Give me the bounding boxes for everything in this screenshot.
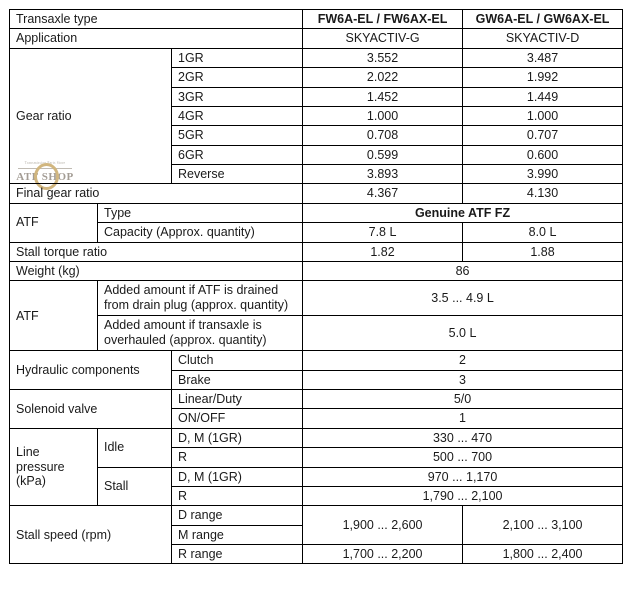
hydraulic-clutch-label: Clutch bbox=[172, 351, 303, 370]
gear-label-4gr: 4GR bbox=[172, 106, 303, 125]
table-row bbox=[10, 316, 623, 351]
hydraulic-clutch-value: 2 bbox=[303, 351, 623, 370]
column-header-spec-b: GW6A-EL / GW6AX-EL bbox=[463, 10, 623, 29]
row-label-transaxle-type: Transaxle type bbox=[10, 10, 303, 29]
atf-drained-label-line1: Added amount if ATF is drained bbox=[104, 283, 279, 298]
gear-ratio-3gr-a: 1.452 bbox=[303, 87, 463, 106]
atf-overhauled-label-line2: overhauled (approx. quantity) bbox=[104, 333, 267, 348]
gear-label-1gr: 1GR bbox=[172, 48, 303, 67]
gear-label-2gr: 2GR bbox=[172, 68, 303, 87]
gear-ratio-1gr-b: 3.487 bbox=[463, 48, 623, 67]
solenoid-on-off-value: 1 bbox=[303, 409, 623, 428]
solenoid-on-off-label: ON/OFF bbox=[172, 409, 303, 428]
row-label-weight: Weight (kg) bbox=[10, 261, 303, 280]
row-label-atf: ATF bbox=[10, 203, 98, 242]
gear-label-3gr: 3GR bbox=[172, 87, 303, 106]
weight-value: 86 bbox=[303, 261, 623, 280]
gear-ratio-5gr-b: 0.707 bbox=[463, 126, 623, 145]
solenoid-linear-duty-value: 5/0 bbox=[303, 390, 623, 409]
stall-speed-dm-a: 1,900 ... 2,600 bbox=[303, 506, 463, 545]
line-pressure-idle-label: Idle bbox=[98, 428, 172, 467]
atf-drained-label bbox=[98, 281, 303, 316]
application-value-b: SKYACTIV-D bbox=[463, 29, 623, 48]
gear-ratio-1gr-a: 3.552 bbox=[303, 48, 463, 67]
row-label-solenoid-valve: Solenoid valve bbox=[10, 390, 172, 429]
gear-label-6gr: 6GR bbox=[172, 145, 303, 164]
application-value-a: SKYACTIV-G bbox=[303, 29, 463, 48]
gear-label-5gr: 5GR bbox=[172, 126, 303, 145]
atf-overhauled-value: 5.0 L bbox=[303, 316, 623, 351]
table-row bbox=[10, 10, 623, 29]
line-pressure-stall-r-label: R bbox=[172, 486, 303, 505]
table-row bbox=[10, 428, 623, 447]
row-label-hydraulic-components: Hydraulic components bbox=[10, 351, 172, 390]
line-pressure-stall-label: Stall bbox=[98, 467, 172, 506]
atf-drained-value: 3.5 ... 4.9 L bbox=[303, 281, 623, 316]
line-pressure-stall-r-value: 1,790 ... 2,100 bbox=[303, 486, 623, 505]
line-pressure-stall-dm-label: D, M (1GR) bbox=[172, 467, 303, 486]
table-row bbox=[10, 390, 623, 409]
row-label-stall-torque-ratio: Stall torque ratio bbox=[10, 242, 303, 261]
row-label-gear-ratio: Gear ratio bbox=[10, 48, 172, 184]
stall-speed-r-b: 1,800 ... 2,400 bbox=[463, 545, 623, 564]
row-label-final-gear-ratio: Final gear ratio bbox=[10, 184, 303, 203]
final-gear-ratio-b: 4.130 bbox=[463, 184, 623, 203]
watermark-label: ATF SHOP bbox=[16, 171, 74, 183]
watermark-top-text: Transmission Parts Store bbox=[24, 161, 66, 165]
row-label-line-pressure bbox=[10, 428, 98, 506]
atf-drained-label-line2: from drain plug (approx. quantity) bbox=[104, 298, 289, 313]
column-header-spec-a: FW6A-EL / FW6AX-EL bbox=[303, 10, 463, 29]
final-gear-ratio-a: 4.367 bbox=[303, 184, 463, 203]
table-row bbox=[10, 29, 623, 48]
gear-ratio-reverse-b: 3.990 bbox=[463, 165, 623, 184]
atf-type-value: Genuine ATF FZ bbox=[303, 203, 623, 222]
row-label-stall-speed: Stall speed (rpm) bbox=[10, 506, 172, 564]
row-label-atf-added: ATF bbox=[10, 281, 98, 351]
stall-speed-m-range-label: M range bbox=[172, 525, 303, 544]
transaxle-specification-table bbox=[9, 9, 623, 564]
row-label-application: Application bbox=[10, 29, 303, 48]
table-row bbox=[10, 223, 623, 242]
table-row bbox=[10, 242, 623, 261]
gear-ratio-3gr-b: 1.449 bbox=[463, 87, 623, 106]
line-pressure-idle-dm-value: 330 ... 470 bbox=[303, 428, 623, 447]
atf-overhauled-label-line1: Added amount if transaxle is bbox=[104, 318, 262, 333]
atf-overhauled-label bbox=[98, 316, 303, 351]
gear-ratio-4gr-b: 1.000 bbox=[463, 106, 623, 125]
solenoid-linear-duty-label: Linear/Duty bbox=[172, 390, 303, 409]
stall-speed-dm-b: 2,100 ... 3,100 bbox=[463, 506, 623, 545]
atf-type-label: Type bbox=[98, 203, 303, 222]
table-row bbox=[10, 261, 623, 280]
line-pressure-stall-dm-value: 970 ... 1,170 bbox=[303, 467, 623, 486]
gear-ratio-6gr-a: 0.599 bbox=[303, 145, 463, 164]
table-row bbox=[10, 203, 623, 222]
hydraulic-brake-label: Brake bbox=[172, 370, 303, 389]
table-row bbox=[10, 506, 623, 525]
line-pressure-idle-r-value: 500 ... 700 bbox=[303, 448, 623, 467]
table-row bbox=[10, 467, 623, 486]
line-pressure-label-line3: (kPa) bbox=[16, 474, 46, 489]
line-pressure-idle-r-label: R bbox=[172, 448, 303, 467]
line-pressure-label-line2: pressure bbox=[16, 459, 65, 474]
gear-ratio-2gr-a: 2.022 bbox=[303, 68, 463, 87]
stall-torque-ratio-b: 1.88 bbox=[463, 242, 623, 261]
atf-capacity-b: 8.0 L bbox=[463, 223, 623, 242]
atf-capacity-label: Capacity (Approx. quantity) bbox=[98, 223, 303, 242]
stall-speed-d-range-label: D range bbox=[172, 506, 303, 525]
hydraulic-brake-value: 3 bbox=[303, 370, 623, 389]
gear-ratio-6gr-b: 0.600 bbox=[463, 145, 623, 164]
line-pressure-label-line1: Line bbox=[16, 445, 40, 460]
table-row bbox=[10, 184, 623, 203]
stall-speed-r-range-label: R range bbox=[172, 545, 303, 564]
gear-ratio-5gr-a: 0.708 bbox=[303, 126, 463, 145]
gear-label-reverse: Reverse bbox=[172, 165, 303, 184]
table-row bbox=[10, 48, 623, 67]
stall-speed-r-a: 1,700 ... 2,200 bbox=[303, 545, 463, 564]
table-row bbox=[10, 351, 623, 370]
atf-capacity-a: 7.8 L bbox=[303, 223, 463, 242]
gear-ratio-4gr-a: 1.000 bbox=[303, 106, 463, 125]
gear-ratio-2gr-b: 1.992 bbox=[463, 68, 623, 87]
stall-torque-ratio-a: 1.82 bbox=[303, 242, 463, 261]
table-row bbox=[10, 281, 623, 316]
line-pressure-idle-dm-label: D, M (1GR) bbox=[172, 428, 303, 447]
gear-ratio-reverse-a: 3.893 bbox=[303, 165, 463, 184]
